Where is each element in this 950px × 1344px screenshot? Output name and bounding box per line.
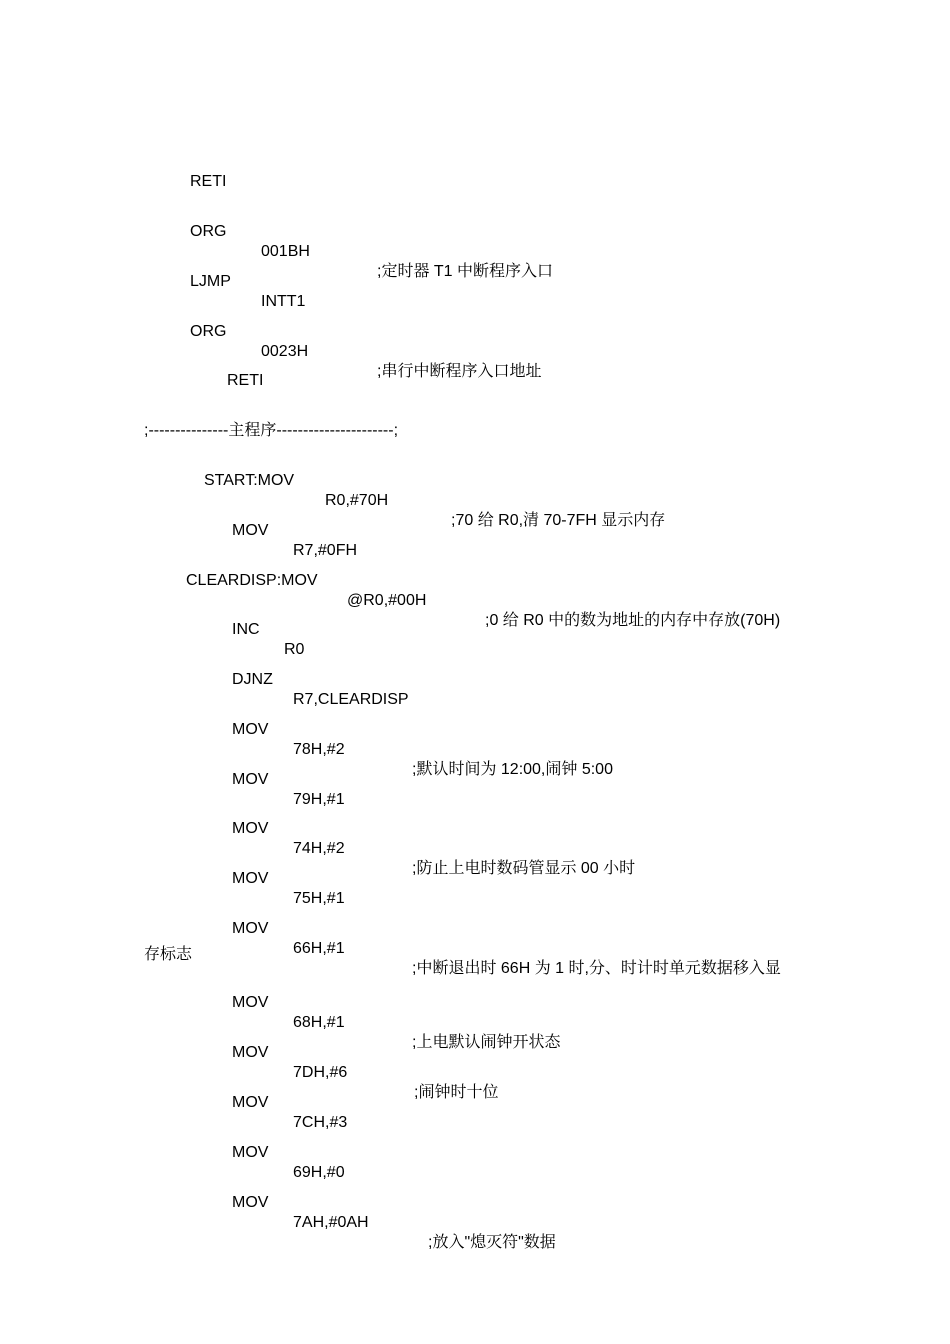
opcode: MOV <box>232 1044 269 1061</box>
comment-wrap: 存标志 <box>144 946 193 963</box>
opcode: MOV <box>232 1194 269 1211</box>
operand: 75H,#1 <box>293 890 345 907</box>
operand: 001BH <box>261 243 310 260</box>
opcode: ORG <box>190 223 227 240</box>
operand: 74H,#2 <box>293 840 345 857</box>
opcode: MOV <box>232 920 269 937</box>
operand: 7CH,#3 <box>293 1114 348 1131</box>
opcode: MOV <box>232 522 269 539</box>
opcode: RETI <box>227 372 264 389</box>
opcode: START:MOV <box>204 472 295 489</box>
comment: ;串行中断程序入口地址 <box>377 363 542 380</box>
opcode: MOV <box>232 721 269 738</box>
operand: 7DH,#6 <box>293 1064 348 1081</box>
divider-text: ;---------------主程序----------------------; <box>144 422 399 439</box>
opcode: MOV <box>232 1144 269 1161</box>
comment: ;70 给 R0,清 70-7FH 显示内存 <box>451 512 666 529</box>
opcode: MOV <box>232 771 269 788</box>
opcode: ORG <box>190 323 227 340</box>
opcode: MOV <box>232 870 269 887</box>
operand: R7,#0FH <box>293 542 358 559</box>
comment: ;防止上电时数码管显示 00 小时 <box>412 860 636 877</box>
opcode: DJNZ <box>232 671 273 688</box>
comment: ;默认时间为 12:00,闹钟 5:00 <box>412 761 613 778</box>
operand: R0,#70H <box>325 492 389 509</box>
code-line <box>0 1173 556 1273</box>
opcode: MOV <box>232 994 269 1011</box>
opcode: RETI <box>190 173 227 190</box>
operand: 79H,#1 <box>293 791 345 808</box>
operand: R0 <box>284 641 305 658</box>
comment: ;0 给 R0 中的数为地址的内存中存放(70H) <box>485 612 781 629</box>
operand: R7,CLEARDISP <box>293 691 409 708</box>
operand: 68H,#1 <box>293 1014 345 1031</box>
opcode: INC <box>232 621 260 638</box>
opcode: CLEARDISP:MOV <box>186 572 318 589</box>
operand: 7AH,#0AH <box>293 1214 369 1231</box>
operand: INTT1 <box>261 293 306 310</box>
comment: ;闹钟时十位 <box>414 1084 499 1101</box>
operand: 66H,#1 <box>293 940 345 957</box>
comment: ;放入"熄灭符"数据 <box>428 1234 556 1251</box>
opcode: LJMP <box>190 273 231 290</box>
comment: ;中断退出时 66H 为 1 时,分、时计时单元数据移入显 <box>412 960 781 977</box>
operand: 0023H <box>261 343 309 360</box>
operand: 78H,#2 <box>293 741 345 758</box>
opcode: MOV <box>232 820 269 837</box>
operand: @R0,#00H <box>347 592 427 609</box>
operand: 69H,#0 <box>293 1164 345 1181</box>
opcode: MOV <box>232 1094 269 1111</box>
comment: ;定时器 T1 中断程序入口 <box>377 263 554 280</box>
comment: ;上电默认闹钟开状态 <box>412 1034 561 1051</box>
